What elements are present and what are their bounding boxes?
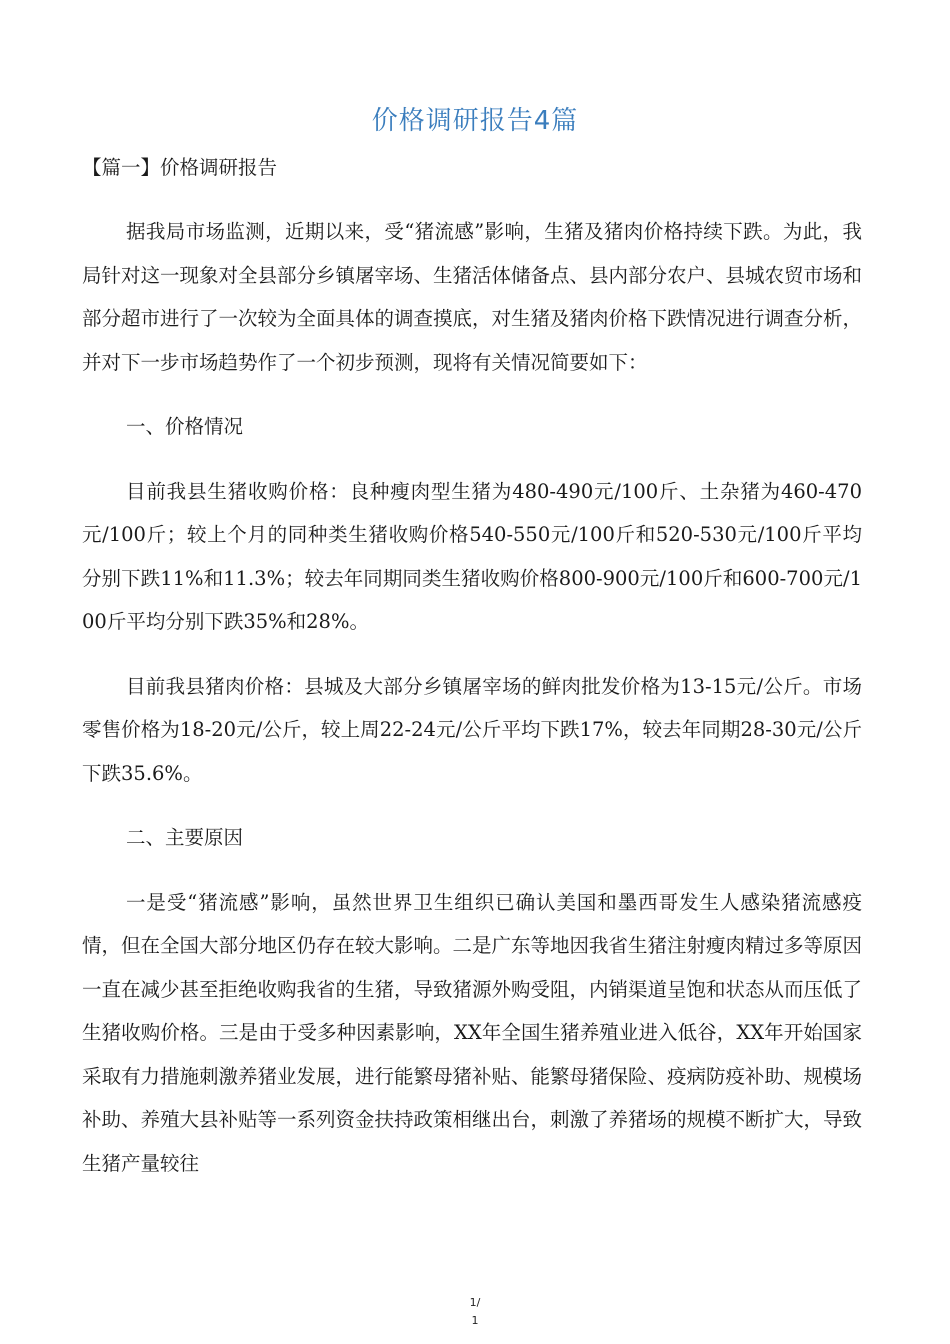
page-number-line1: 1/ xyxy=(469,1296,481,1309)
paragraph-intro: 据我局市场监测，近期以来，受“猪流感”影响，生猪及猪肉价格持续下跌。为此，我局针对这一现象对全县部分乡镇屠宰场、生猪活体储备点、县内部分农户、县城农贸市场和部分超市进行了一次较为全面具体的调查摸底，对生猪及猪肉价格下跌情况进行调查分析，并对下一步市场趋势作了一个初步预测，现将有关情况简要如下： xyxy=(82,220,863,374)
subheading-main-causes: 二、主要原因 xyxy=(126,826,244,849)
section-heading: 【篇一】价格调研报告 xyxy=(82,156,278,179)
page-number-line2: 1 xyxy=(471,1314,479,1327)
document-title: 价格调研报告4篇 xyxy=(371,106,579,136)
paragraph-pork-price: 目前我县猪肉价格：县城及大部分乡镇屠宰场的鲜肉批发价格为13-15元/公斤。市场零售价格为18-20元/公斤，较上周22-24元/公斤平均下跌17%，较去年同期28-30元/公斤下跌35.6%。 xyxy=(82,674,862,785)
page-number xyxy=(0,1294,950,1330)
paragraph-hog-price: 目前我县生猪收购价格：良种瘦肉型生猪为480-490元/100斤、土杂猪为460-470元/100斤；较上个月的同种类生猪收购价格540-550元/100斤和520-530元/100斤平均分别下跌11%和11.3%；较去年同期同类生猪收购价格800-900元/100斤和600-700元/100斤平均分别下跌35%和28%。 xyxy=(82,479,862,633)
paragraph-causes: 一是受“猪流感”影响，虽然世界卫生组织已确认美国和墨西哥发生人感染猪流感疫情，但在全国大部分地区仍存在较大影响。二是广东等地因我省生猪注射瘦肉精过多等原因一直在减少甚至拒绝收购我省的生猪，导致猪源外购受阻，内销渠道呈饱和状态从而压低了生猪收购价格。三是由于受多种因素影响，XX年全国生猪养殖业进入低谷，XX年开始国家采取有力措施刺激养猪业发展，进行能繁母猪补贴、能繁母猪保险、疫病防疫补助、规模场补助、养殖大县补贴等一系列资金扶持政策相继出台，刺激了养猪场的规模不断扩大，导致生猪产量较往 xyxy=(82,890,863,1175)
subheading-price-situation: 一、价格情况 xyxy=(126,415,244,438)
document-body xyxy=(82,210,862,1206)
